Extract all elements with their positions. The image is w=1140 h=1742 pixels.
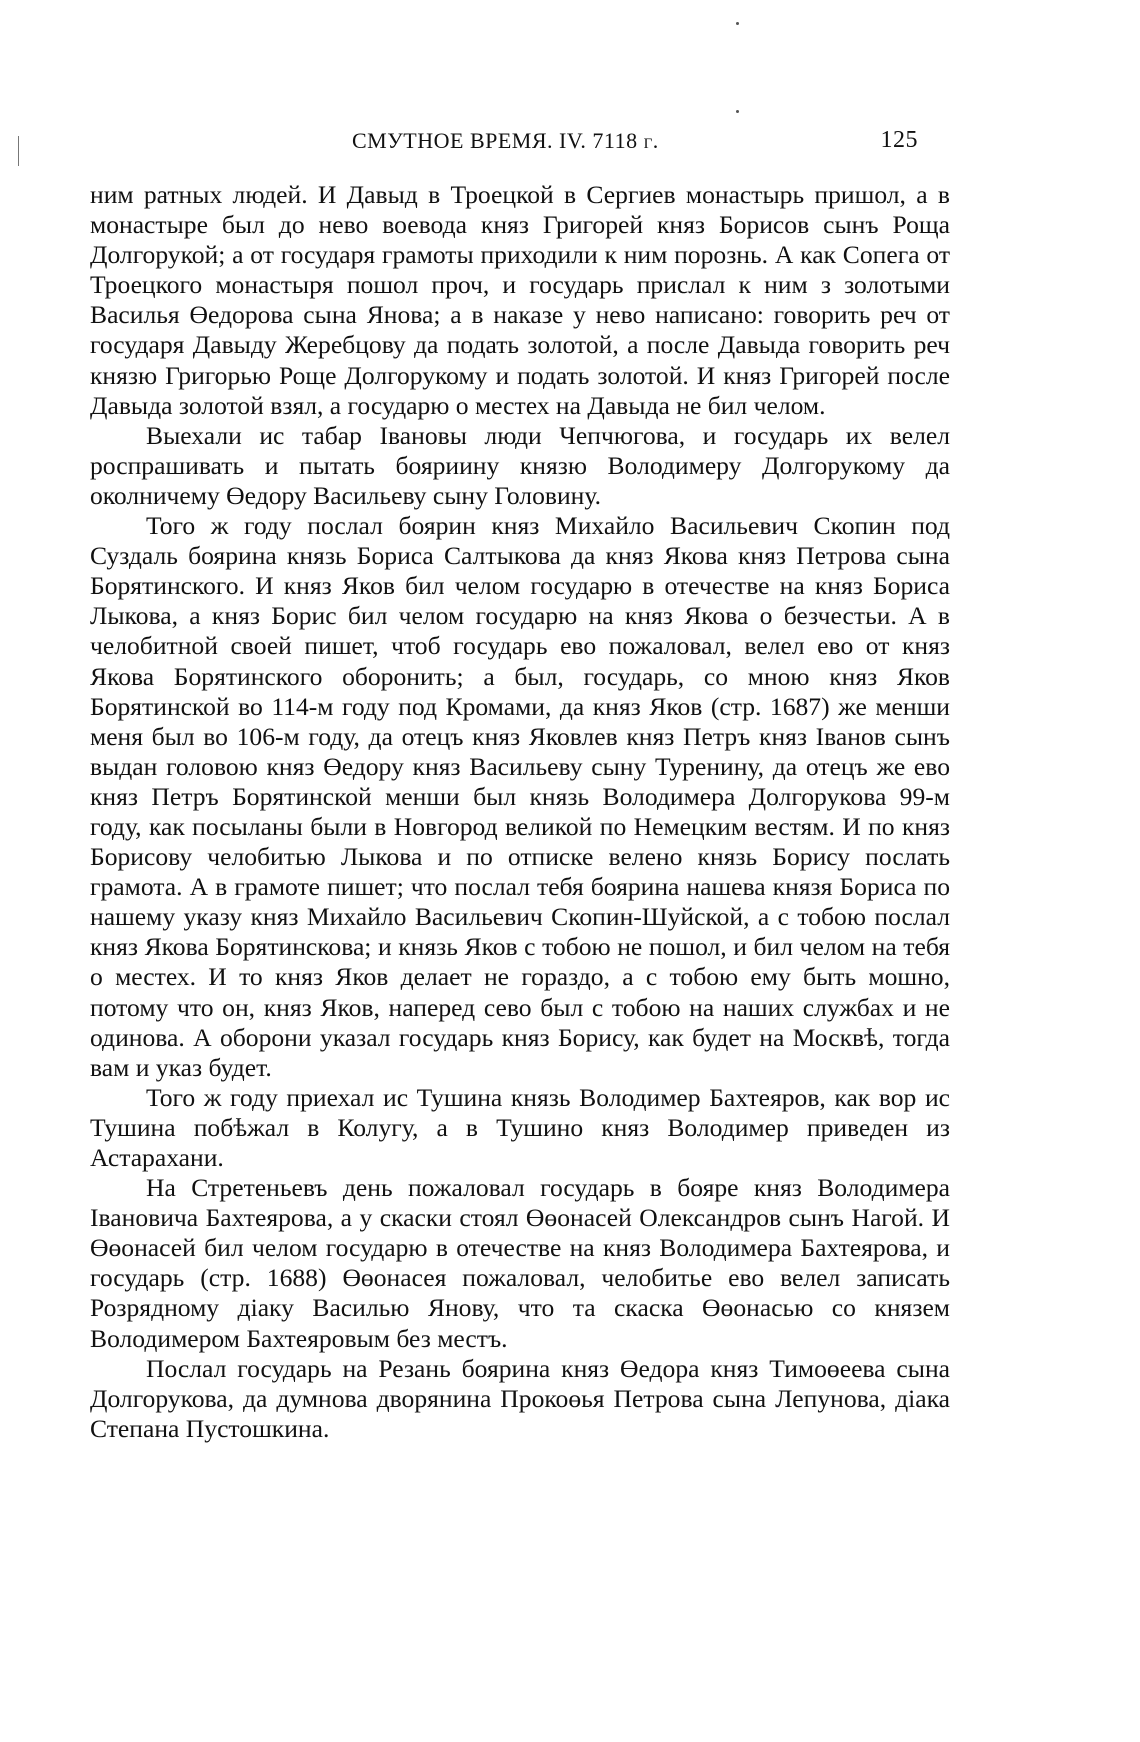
margin-mark — [18, 136, 19, 166]
paragraph: На Стретеньевъ день пожаловал государь в бояре княз Володимера Івановича Бахтеярова, а у скаски стоял Өөонасей Олександров сынъ Нагой. И Өөонасей бил челом государю в отечестве на княз Володимера Бахтеярова, и государь (стр. 1688) Өөонасея пожаловал, челобитье ево велел записать Розрядному діаку Василью Янову, что та скаска Өөонасью со князем Володимером Бахтеяровым без местъ. — [90, 1173, 950, 1353]
paragraph: Выехали ис табар Івановы люди Чепчюгова, и государь их велел роспрашивать и пытать бояриину князю Володимеру Долгорукому да околничему Өедору Васильеву сыну Головину. — [90, 420, 950, 510]
paragraph: Послал государь на Резань боярина княз Өедора княз Тимоөеева сына Долгорукова, да думнова дворянина Прокоөья Петрова сына Лепунова, діака Степана Пустошкина. — [90, 1353, 950, 1443]
paragraph: Того ж году послал боярин княз Михайло Васильевич Скопин под Суздаль боярина князь Бориса Салтыкова да княз Якова княз Петрова сына Борятинского. И княз Яков бил челом государю в отечестве на княз Бориса Лыкова, а княз Борис бил челом государю на княз Якова о безчестьи. А в челобитной своей пишет, чтоб государь ево пожаловал, велел ево от княз Якова Борятинского оборонить; а был, государь, со мною княз Яков Борятинской во 114-м году под Кромами, да княз Яков (стр. 1687) же менши меня был во 106-м году, да отецъ княз Яковлев княз Петръ княз Іванов сынъ выдан головою княз Өедору княз Васильеву сыну Туренину, да отецъ же ево княз Петръ Борятинской менши был князь Володимера Долгорукова 99-м году, как посыланы были в Новгород великой по Немецким вестям. И по княз Борисову челобитью Лыкова и по отписке велено князь Борису послать грамота. А в грамоте пишет; что послал тебя боярина нашева князя Бориса по нашему указу княз Михайло Васильевич Скопин-Шуйской, а с тобою послал княз Якова Борятинскова; и князь Яков с тобою не пошол, и бил челом на тебя о местех. И то княз Яков делает не гораздо, а с тобою ему быть мошно, потому что он, княз Яков, наперед сево был с тобою на наших службах и не одинова. А оборони указал государь княз Борису, как будет на Москвѣ, тогда вам и указ будет. — [90, 511, 950, 1082]
page-number: 125 — [880, 127, 918, 153]
paragraph: Того ж году приехал ис Тушина князь Володимер Бахтеяров, как вор ис Тушина побѣжал в Колугу, а в Тушино княз Володимер приведен из Астарахани. — [90, 1082, 950, 1172]
print-speck — [736, 110, 739, 113]
print-speck — [736, 22, 739, 25]
running-title: СМУТНОЕ ВРЕМЯ. IV. 7118 г. — [352, 128, 659, 153]
running-head — [90, 118, 950, 158]
body-text — [90, 180, 950, 1444]
paragraph-continued: ним ратных людей. И Давыд в Троецкой в Сергиев монастырь пришол, а в монастыре был до нево воевода княз Григорей княз Борисов сынъ Роща Долгорукой; а от государя грамоты приходили к ним порознь. А как Сопега от Троецкого монастыря пошол проч, и государь прислал к ним з золотыми Василья Өедорова сына Янова; а в наказе у нево написано: говорить реч от государя Давыду Жеребцову да подать золотой, а после Давыда говорить реч князю Григорью Роще Долгорукому и подать золотой. И княз Григорей после Давыда золотой взял, а государю о местех на Давыда не бил челом. — [90, 180, 950, 420]
book-page — [90, 118, 950, 1444]
